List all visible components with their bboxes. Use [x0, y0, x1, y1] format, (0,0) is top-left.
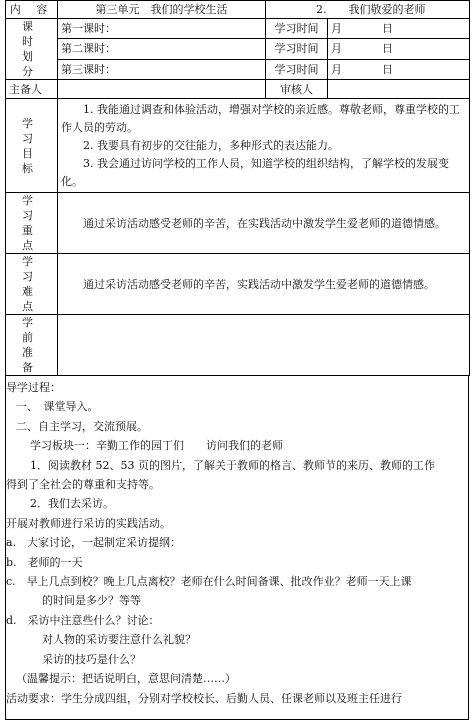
preparation-label: 学 前 准 备 — [6, 315, 58, 376]
key-points-text: 通过采访活动感受老师的辛苦，在实践活动中激发学生爱老师的道德情感。 — [58, 193, 470, 254]
objectives-label: 学 习 目 标 — [6, 99, 58, 193]
study-date-1: 月 日 — [328, 19, 470, 39]
reviewer-label: 审核人 — [266, 80, 328, 99]
key-points-row — [6, 193, 470, 254]
preparer-label: 主备人 — [6, 80, 58, 99]
process-line: 的时间是多少？等等 — [42, 594, 141, 608]
objectives-row — [6, 99, 470, 193]
process-line: a. 大家讨论，一起制定采访提纲： — [6, 536, 182, 550]
schedule-row-3 — [6, 59, 470, 79]
reviewer-value — [328, 80, 470, 99]
study-time-label-3: 学习时间 — [266, 59, 328, 79]
difficulties-text: 通过采访活动感受老师的辛苦，实践活动中激发学生爱老师的道德情感。 — [58, 254, 470, 315]
preparer-row — [6, 80, 470, 99]
key-points-label: 学 习 重 点 — [6, 193, 58, 254]
objective-item: 3. 我会通过访问学校的工作人员，知道学校的组织结构，了解学校的发展变化。 — [61, 156, 449, 188]
period-2: 第二课时： — [58, 39, 266, 59]
process-line: 1．阅读教材 52、53 页的图片，了解关于教师的格言、教师节的来历、教师的工作 — [30, 458, 435, 472]
process-line: 采访的技巧是什么？ — [42, 652, 141, 666]
process-line: 2．我们去采访。 — [30, 497, 114, 511]
period-3: 第三课时： — [58, 59, 266, 79]
lesson-title: 2. 我们敬爱的老师 — [266, 1, 470, 19]
guided-learning-process — [5, 376, 469, 720]
unit-title: 第三单元 我们的学校生活 — [58, 1, 266, 19]
period-1: 第一课时： — [58, 19, 266, 39]
study-date-2: 月 日 — [328, 39, 470, 59]
process-line: （温馨提示：把话说明白，意思问清楚……） — [16, 672, 236, 686]
objective-item: 1. 我能通过调查和体验活动，增强对学校的亲近感。尊敬老师，尊重学校的工作人员的劳动。 — [61, 102, 460, 134]
process-line: 对人物的采访要注意什么礼貌？ — [42, 633, 196, 647]
study-date-3: 月 日 — [328, 59, 470, 79]
process-line: 开展对教师进行采访的实践活动。 — [6, 516, 171, 530]
study-time-label-2: 学习时间 — [266, 39, 328, 59]
difficulties-label: 学 习 难 点 — [6, 254, 58, 315]
header-row — [6, 1, 470, 19]
process-line: 一、 课堂导入。 — [16, 400, 99, 414]
schedule-label: 课 时 划 分 — [6, 19, 58, 80]
difficulties-row — [6, 254, 470, 315]
preparer-value — [58, 80, 266, 99]
process-line: 得到了全社会的尊重和支持等。 — [6, 478, 160, 492]
preparation-text — [58, 315, 470, 376]
schedule-row-1 — [6, 19, 470, 39]
process-line: 导学过程： — [6, 381, 61, 394]
process-line: b. 老师的一天 — [6, 555, 83, 569]
process-line: 二、自主学习，交流预展。 — [16, 419, 148, 433]
objective-item: 2. 我要具有初步的交往能力，多种形式的表达能力。 — [83, 138, 339, 152]
process-line: c. 早上几点到校？晚上几点离校？老师在什么时间备课、批改作业？老师一天上课 — [6, 575, 412, 589]
lesson-plan-page — [5, 0, 469, 705]
study-time-label-1: 学习时间 — [266, 19, 328, 39]
preparation-row — [6, 315, 470, 376]
process-line: d. 采访中注意些什么？讨论： — [6, 613, 160, 627]
content-label: 内 容 — [6, 1, 58, 19]
process-line: 活动要求：学生分成四组，分别对学校校长、后勤人员、任课老师以及班主任进行 — [6, 691, 402, 705]
objectives-list — [58, 99, 470, 193]
process-line: 学习板块一：辛勤工作的园丁们 访问我们的老师 — [30, 439, 283, 453]
schedule-row-2 — [6, 39, 470, 59]
lesson-info-table — [5, 0, 470, 376]
